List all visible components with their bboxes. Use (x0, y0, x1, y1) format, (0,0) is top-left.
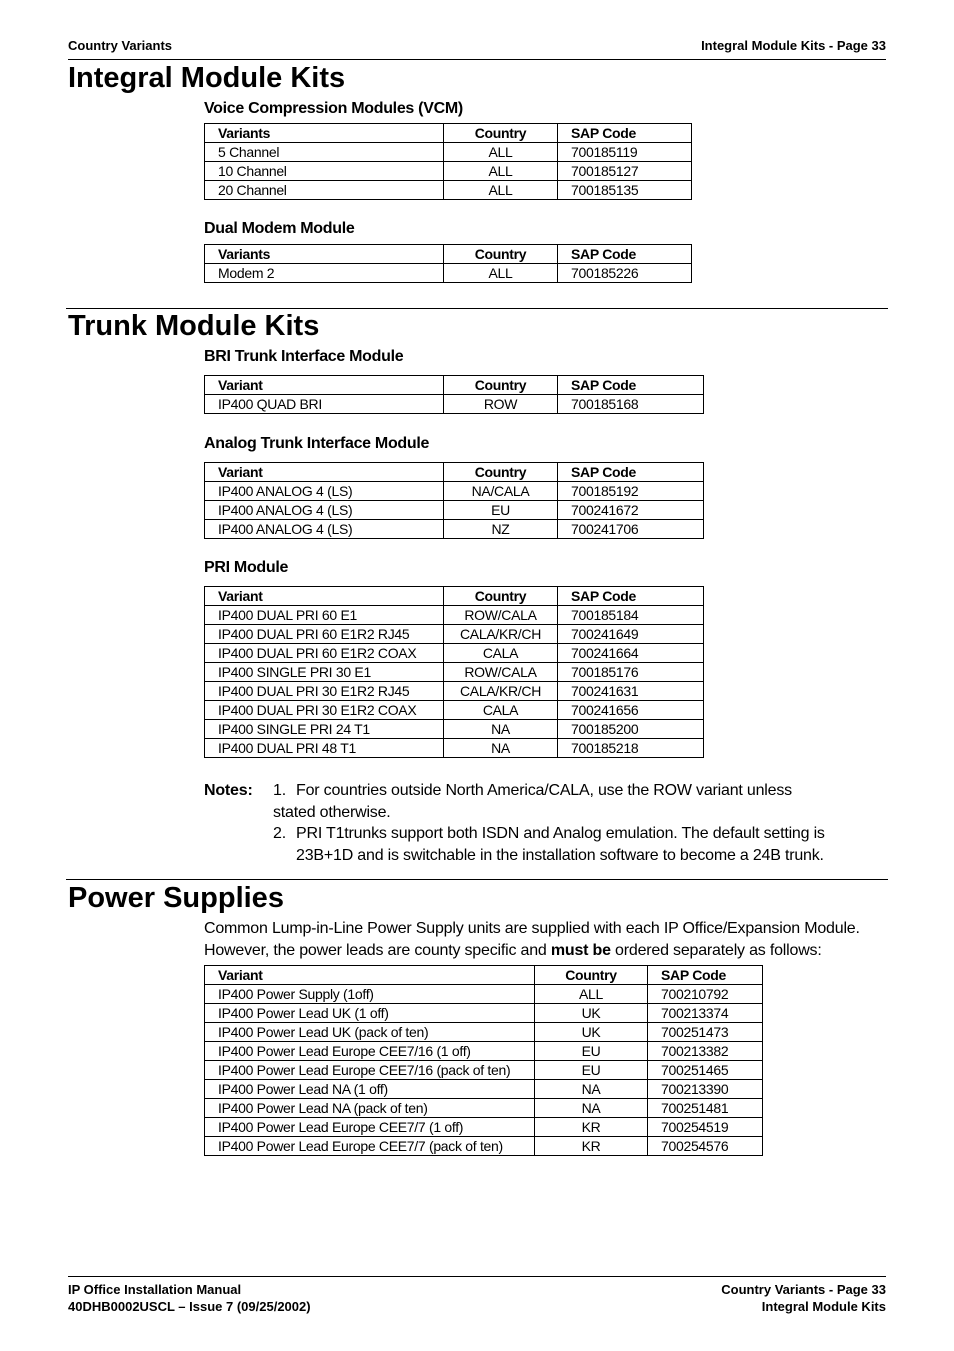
note-number: 1. (273, 782, 286, 799)
section-divider (66, 879, 888, 880)
sap-code-cell: 700254576 (648, 1137, 763, 1156)
variant-cell: Modem 2 (205, 264, 444, 283)
table-row (205, 143, 692, 162)
table-header-row (205, 463, 704, 482)
country-cell: ALL (444, 264, 558, 283)
notes-label: Notes: (204, 782, 253, 799)
bri-table (204, 375, 704, 414)
power-intro-emphasis: must be (550, 941, 611, 959)
variant-cell: IP400 Power Lead Europe CEE7/16 (pack of ten) (205, 1061, 535, 1080)
sap-code-cell: 700251473 (648, 1023, 763, 1042)
column-header: Variant (205, 463, 444, 482)
header-right: Integral Module Kits - Page 33 (701, 38, 886, 53)
country-cell: ROW/CALA (444, 663, 558, 682)
power-intro (204, 918, 864, 961)
analog-table (204, 462, 704, 539)
country-cell: NA (444, 720, 558, 739)
variant-cell: IP400 DUAL PRI 30 E1R2 RJ45 (205, 682, 444, 701)
country-cell: ALL (444, 143, 558, 162)
column-header: SAP Code (558, 124, 692, 143)
sap-code-cell: 700251481 (648, 1099, 763, 1118)
country-cell: UK (535, 1023, 648, 1042)
section-title-trunk: Trunk Module Kits (68, 310, 320, 342)
variant-cell: IP400 Power Lead NA (1 off) (205, 1080, 535, 1099)
power-table (204, 965, 763, 1156)
country-cell: NA (535, 1080, 648, 1099)
variant-cell: IP400 Power Lead NA (pack of ten) (205, 1099, 535, 1118)
sap-code-cell: 700213382 (648, 1042, 763, 1061)
variant-cell: IP400 Power Lead Europe CEE7/16 (1 off) (205, 1042, 535, 1061)
variant-cell: IP400 Power Lead Europe CEE7/7 (pack of ten) (205, 1137, 535, 1156)
table-row (205, 1099, 763, 1118)
table-row (205, 1023, 763, 1042)
column-header: Country (444, 376, 558, 395)
table-row (205, 625, 704, 644)
country-cell: KR (535, 1137, 648, 1156)
note-text-cont: stated otherwise. (273, 803, 391, 821)
country-cell: CALA/KR/CH (444, 625, 558, 644)
column-header: Variant (205, 966, 535, 985)
variant-cell: IP400 Power Supply (1off) (205, 985, 535, 1004)
variant-cell: 10 Channel (205, 162, 444, 181)
sap-code-cell: 700241672 (558, 501, 704, 520)
country-cell: CALA (444, 644, 558, 663)
country-cell: CALA/KR/CH (444, 682, 558, 701)
bri-heading: BRI Trunk Interface Module (204, 348, 404, 365)
column-header: SAP Code (558, 463, 704, 482)
sap-code-cell: 700213390 (648, 1080, 763, 1099)
sap-code-cell: 700185192 (558, 482, 704, 501)
country-cell: EU (444, 501, 558, 520)
variant-cell: IP400 Power Lead UK (1 off) (205, 1004, 535, 1023)
table-row (205, 1004, 763, 1023)
table-row (205, 682, 704, 701)
sap-code-cell: 700241664 (558, 644, 704, 663)
sap-code-cell: 700210792 (648, 985, 763, 1004)
note-number: 2. (273, 825, 286, 842)
power-intro-text: However, the power leads are county specific and (204, 941, 551, 959)
country-cell: CALA (444, 701, 558, 720)
footer-page: Country Variants - Page 33 (721, 1282, 886, 1297)
column-header: Country (535, 966, 648, 985)
sap-code-cell: 700241656 (558, 701, 704, 720)
power-intro-line2 (204, 940, 864, 962)
table-row (205, 1042, 763, 1061)
sap-code-cell: 700185218 (558, 739, 704, 758)
page-header (68, 37, 886, 60)
variant-cell: IP400 Power Lead UK (pack of ten) (205, 1023, 535, 1042)
table-row (205, 1137, 763, 1156)
table-row (205, 739, 704, 758)
note-text: PRI T1trunks support both ISDN and Analog emulation. The default setting is (296, 825, 825, 842)
analog-heading: Analog Trunk Interface Module (204, 435, 430, 452)
sap-code-cell: 700185176 (558, 663, 704, 682)
sap-code-cell: 700185168 (558, 395, 704, 414)
column-header: Variant (205, 376, 444, 395)
variant-cell: IP400 SINGLE PRI 24 T1 (205, 720, 444, 739)
table-row (205, 985, 763, 1004)
country-cell: ROW/CALA (444, 606, 558, 625)
country-cell: EU (535, 1061, 648, 1080)
variant-cell: IP400 DUAL PRI 60 E1R2 RJ45 (205, 625, 444, 644)
column-header: SAP Code (558, 587, 704, 606)
variant-cell: IP400 DUAL PRI 60 E1R2 COAX (205, 644, 444, 663)
table-header-row (205, 124, 692, 143)
power-intro-line1: Common Lump-in-Line Power Supply units are supplied with each IP Office/Expansion Module. (204, 920, 860, 937)
table-row (205, 395, 704, 414)
variant-cell: IP400 QUAD BRI (205, 395, 444, 414)
sap-code-cell: 700185119 (558, 143, 692, 162)
country-cell: NA (535, 1099, 648, 1118)
country-cell: ALL (444, 162, 558, 181)
column-header: SAP Code (648, 966, 763, 985)
table-header-row (205, 376, 704, 395)
table-row (205, 1080, 763, 1099)
variant-cell: IP400 SINGLE PRI 30 E1 (205, 663, 444, 682)
footer-section: Integral Module Kits (761, 1299, 886, 1314)
note-text: For countries outside North America/CALA, use the ROW variant unless (296, 782, 792, 799)
note-text-cont: 23B+1D and is switchable in the installation software to become a 24B trunk. (296, 846, 824, 864)
sap-code-cell: 700185200 (558, 720, 704, 739)
variant-cell: IP400 ANALOG 4 (LS) (205, 501, 444, 520)
sap-code-cell: 700241631 (558, 682, 704, 701)
sap-code-cell: 700185184 (558, 606, 704, 625)
column-header: Country (444, 463, 558, 482)
section-divider (66, 308, 888, 309)
pri-heading: PRI Module (204, 559, 289, 576)
country-cell: ALL (444, 181, 558, 200)
section-title-power: Power Supplies (68, 882, 284, 914)
table-row (205, 1118, 763, 1137)
country-cell: ALL (535, 985, 648, 1004)
column-header: Variants (205, 245, 444, 264)
note-item (273, 823, 833, 866)
country-cell: ROW (444, 395, 558, 414)
column-header: Country (444, 587, 558, 606)
page-footer (68, 1276, 886, 1317)
variant-cell: 20 Channel (205, 181, 444, 200)
vcm-heading: Voice Compression Modules (VCM) (204, 100, 463, 117)
footer-issue: 40DHB0002USCL – Issue 7 (09/25/2002) (68, 1299, 311, 1314)
country-cell: NZ (444, 520, 558, 539)
sap-code-cell: 700185226 (558, 264, 692, 283)
variant-cell: IP400 Power Lead Europe CEE7/7 (1 off) (205, 1118, 535, 1137)
table-header-row (205, 245, 692, 264)
column-header: Variants (205, 124, 444, 143)
country-cell: NA (444, 739, 558, 758)
table-row (205, 644, 704, 663)
table-row (205, 701, 704, 720)
table-row (205, 520, 704, 539)
section-title-integral: Integral Module Kits (68, 62, 346, 94)
variant-cell: 5 Channel (205, 143, 444, 162)
sap-code-cell: 700251465 (648, 1061, 763, 1080)
variant-cell: IP400 ANALOG 4 (LS) (205, 520, 444, 539)
power-intro-text: ordered separately as follows: (610, 941, 822, 959)
footer-manual-title: IP Office Installation Manual (68, 1282, 242, 1297)
header-left: Country Variants (68, 38, 173, 53)
note-item (273, 780, 833, 823)
dual-modem-table (204, 244, 692, 283)
table-header-row (205, 966, 763, 985)
table-row (205, 162, 692, 181)
variant-cell: IP400 ANALOG 4 (LS) (205, 482, 444, 501)
variant-cell: IP400 DUAL PRI 60 E1 (205, 606, 444, 625)
table-row (205, 606, 704, 625)
table-row (205, 482, 704, 501)
column-header: Country (444, 124, 558, 143)
sap-code-cell: 700254519 (648, 1118, 763, 1137)
table-row (205, 720, 704, 739)
sap-code-cell: 700213374 (648, 1004, 763, 1023)
sap-code-cell: 700241649 (558, 625, 704, 644)
column-header: SAP Code (558, 245, 692, 264)
sap-code-cell: 700185127 (558, 162, 692, 181)
country-cell: EU (535, 1042, 648, 1061)
sap-code-cell: 700185135 (558, 181, 692, 200)
table-row (205, 181, 692, 200)
table-row (205, 663, 704, 682)
vcm-table (204, 123, 692, 200)
table-header-row (205, 587, 704, 606)
dual-modem-heading: Dual Modem Module (204, 220, 355, 237)
country-cell: KR (535, 1118, 648, 1137)
country-cell: UK (535, 1004, 648, 1023)
column-header: SAP Code (558, 376, 704, 395)
country-cell: NA/CALA (444, 482, 558, 501)
variant-cell: IP400 DUAL PRI 48 T1 (205, 739, 444, 758)
table-row (205, 1061, 763, 1080)
column-header: Variant (205, 587, 444, 606)
column-header: Country (444, 245, 558, 264)
table-row (205, 501, 704, 520)
pri-table (204, 586, 704, 758)
sap-code-cell: 700241706 (558, 520, 704, 539)
variant-cell: IP400 DUAL PRI 30 E1R2 COAX (205, 701, 444, 720)
table-row (205, 264, 692, 283)
